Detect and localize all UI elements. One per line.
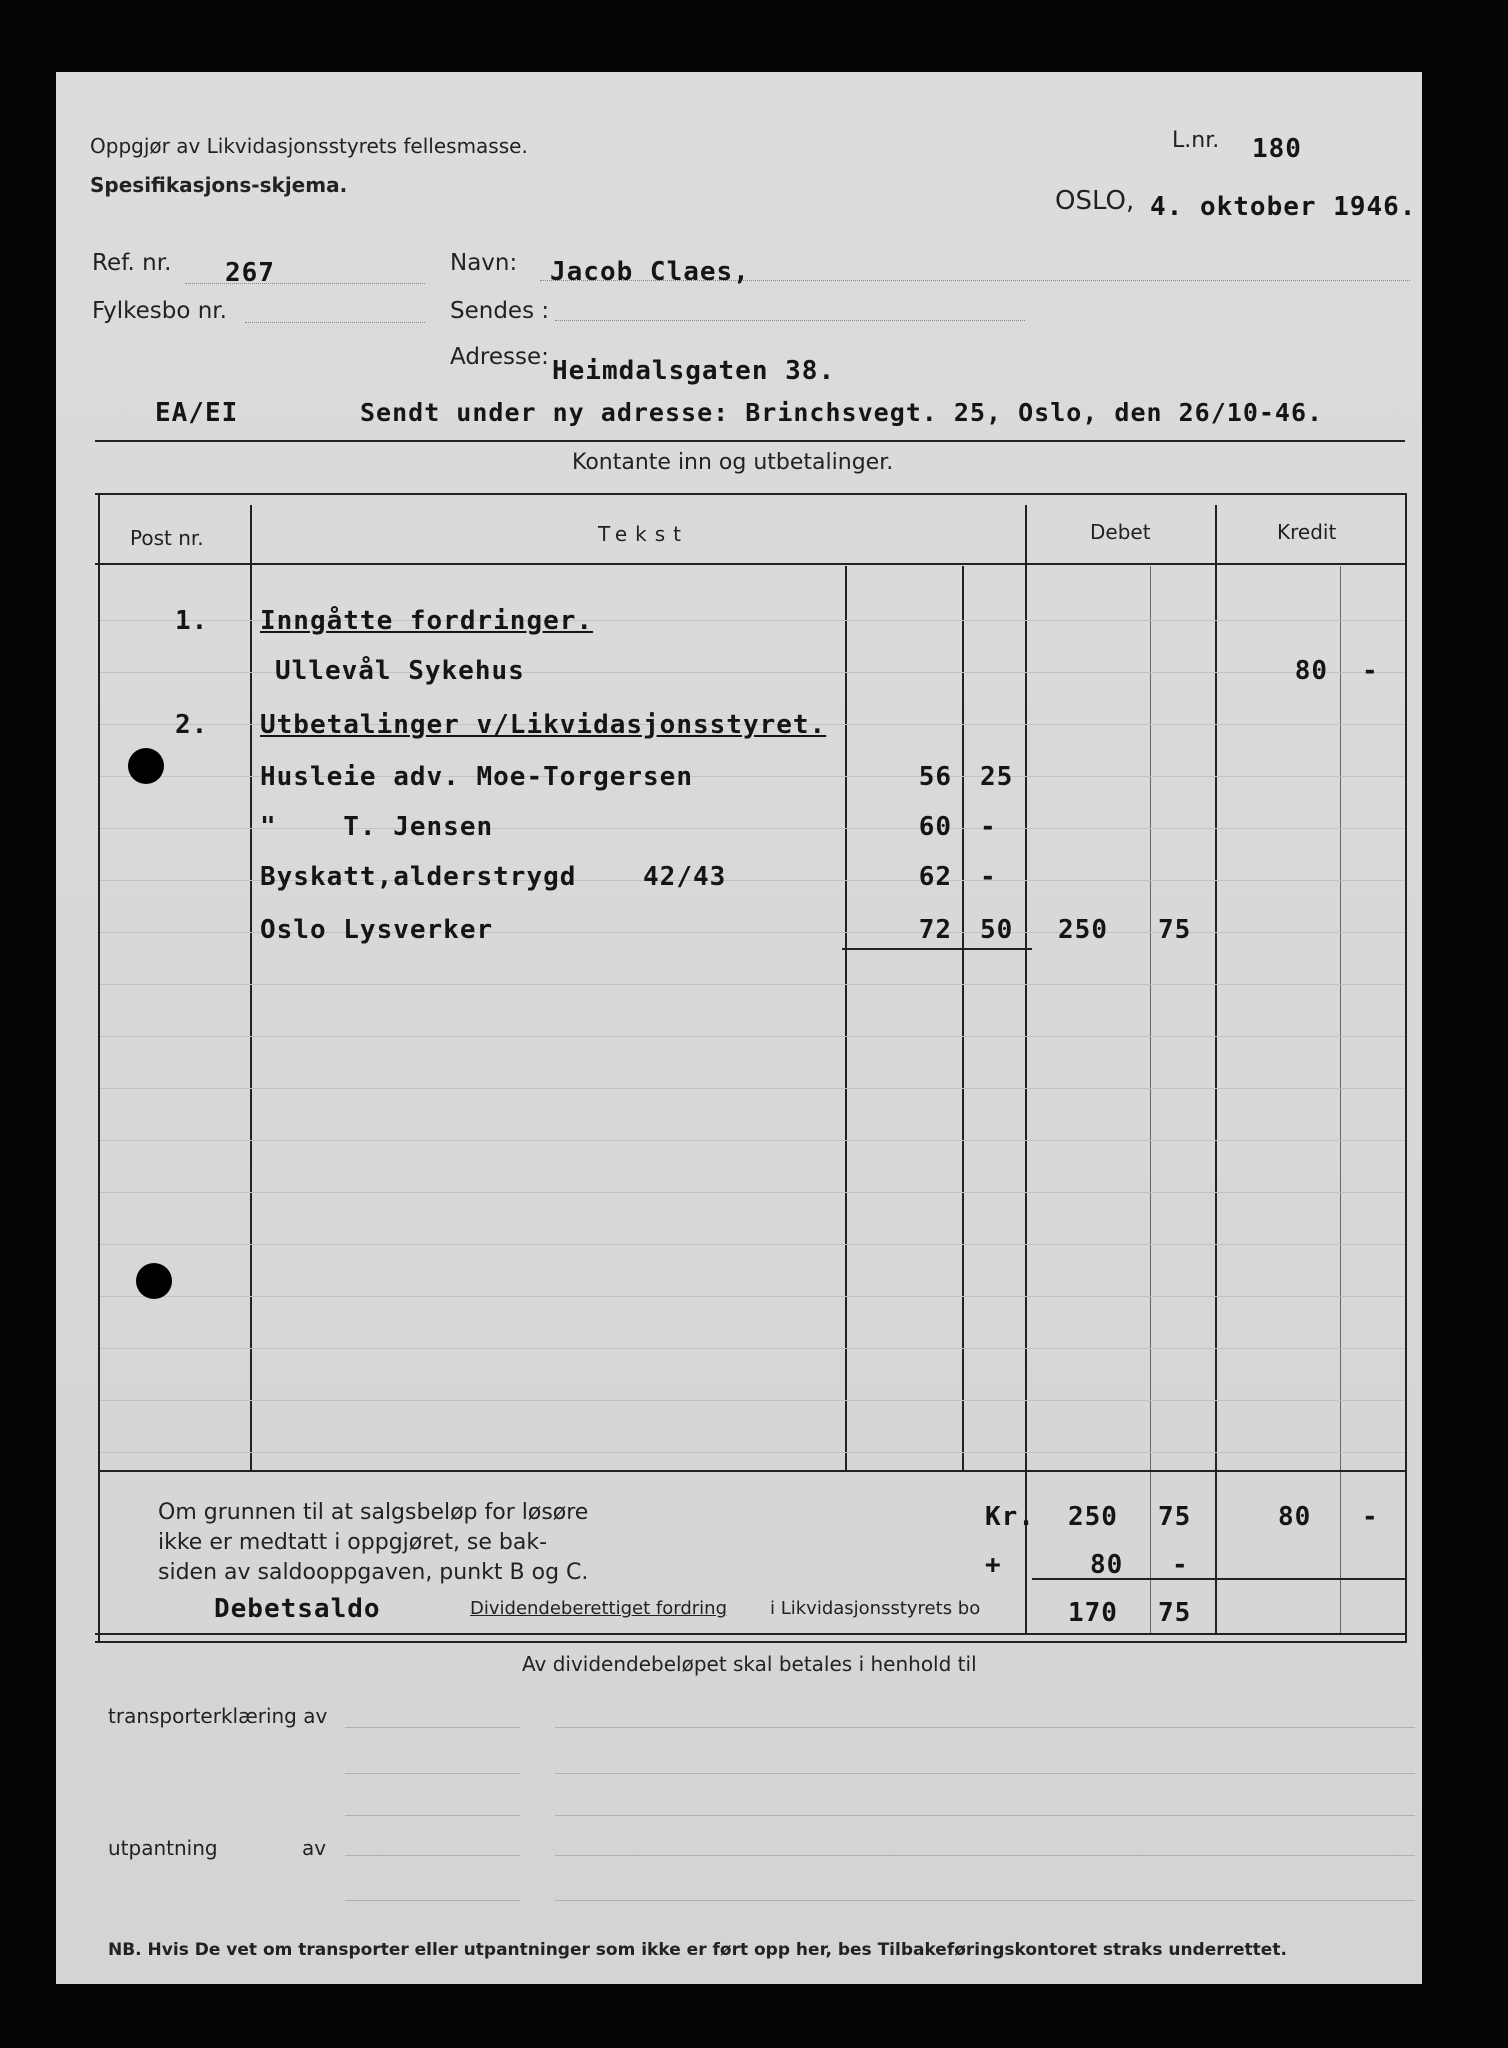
kredit-ore-cell: - [1362, 656, 1379, 686]
saldo-divider [1032, 1578, 1407, 1580]
tekst-cell: Oslo Lysverker [260, 915, 494, 945]
transport-line-3a [345, 1815, 520, 1816]
section-title: Kontante inn og utbetalinger. [572, 450, 894, 475]
sub-ore-cell: - [980, 862, 997, 892]
fylkesbo-label: Fylkesbo nr. [92, 298, 227, 324]
post-nr-cell: 1. [175, 606, 209, 636]
sub-kr-cell: 72 [918, 915, 952, 945]
table-ruled-line [100, 1140, 1405, 1141]
table-ruled-line [100, 1036, 1405, 1037]
table-ruled-line [100, 1088, 1405, 1089]
kr-label: Kr. [985, 1502, 1035, 1532]
initials: EA/EI [155, 398, 239, 428]
form-subtitle: Spesifikasjons-skjema. [90, 173, 348, 197]
dividend-text-a: Dividendeberettiget fordring [470, 1598, 727, 1619]
fylkesbo-dotline [245, 322, 425, 323]
ref-dotline [185, 283, 425, 284]
table-ruled-line [100, 984, 1405, 985]
table-top-border [95, 493, 1407, 495]
navn-label: Navn: [450, 250, 518, 276]
table-ruled-line [100, 1244, 1405, 1245]
col-divider-post [250, 505, 252, 1470]
plus-ore: - [1172, 1550, 1189, 1580]
table-ruled-line [100, 1348, 1405, 1349]
utpantning-line-1a [345, 1855, 520, 1856]
sendes-dotline [555, 320, 1025, 321]
transport-line-2b [555, 1773, 1415, 1774]
table-ruled-line [100, 1296, 1405, 1297]
separator-line [95, 440, 1405, 442]
form-title: Oppgjør av Likvidasjonsstyrets fellesmasse. [90, 134, 528, 158]
dividend-note: Av dividendebeløpet skal betales i henhold til [522, 1652, 977, 1676]
lnr-value: 180 [1252, 134, 1302, 164]
utpantning-line-1b [555, 1855, 1415, 1856]
tekst-cell: Inngåtte fordringer. [260, 606, 594, 636]
utpantning-line-2a [345, 1900, 520, 1901]
debet-kr-cell: 250 [1058, 915, 1108, 945]
header-post-nr: Post nr. [130, 526, 204, 550]
ref-label: Ref. nr. [92, 250, 172, 276]
form-date: 4. oktober 1946. [1150, 192, 1417, 222]
debetsaldo-label: Debetsaldo [214, 1594, 381, 1624]
footer-top-border [98, 1470, 1407, 1472]
table-ruled-line [100, 1452, 1405, 1453]
col-divider-tekst [1025, 505, 1027, 1633]
navn-value: Jacob Claes, [550, 257, 750, 287]
sub-ore-cell: 25 [980, 762, 1014, 792]
table-header-border [95, 563, 1407, 565]
total-kredit-ore: - [1362, 1502, 1379, 1532]
transport-line-1a [345, 1727, 520, 1728]
footer-note-line1: Om grunnen til at salgsbeløp for løsøre [158, 1500, 589, 1525]
transport-line-1b [555, 1727, 1415, 1728]
plus-label: + [985, 1550, 1002, 1580]
table-bottom-border [95, 1633, 1407, 1635]
header-debet: Debet [1090, 520, 1151, 544]
utpantning-av-label: av [302, 1836, 327, 1860]
footer-note-line3: siden av saldooppgaven, punkt B og C. [158, 1560, 589, 1585]
sub-kr-cell: 62 [918, 862, 952, 892]
adresse-label: Adresse: [450, 344, 549, 370]
col-divider-sub-kr [845, 566, 847, 1470]
plus-kr: 80 [1090, 1550, 1124, 1580]
col-divider-sub-ore [962, 566, 964, 1470]
kredit-kr-cell: 80 [1294, 656, 1328, 686]
utpantning-label: utpantning [108, 1836, 218, 1860]
utpantning-line-2b [555, 1900, 1415, 1901]
col-divider-debet [1215, 505, 1217, 1633]
punch-hole-top [128, 748, 164, 784]
transport-line-3b [555, 1815, 1415, 1816]
debet-ore-cell: 75 [1158, 915, 1192, 945]
tekst-cell: Utbetalinger v/Likvidasjonsstyret. [260, 710, 827, 740]
place-label: OSLO, [1055, 186, 1135, 216]
tekst-cell: Byskatt,alderstrygd 42/43 [260, 862, 727, 892]
readdress-note: Sendt under ny adresse: Brinchsvegt. 25, Oslo, den 26/10-46. [360, 398, 1324, 427]
header-tekst: Tekst [598, 522, 689, 546]
footer-note-line2: ikke er medtatt i oppgjøret, se bak- [158, 1530, 548, 1555]
total-debet-ore: 75 [1158, 1502, 1192, 1532]
saldo-kr: 170 [1068, 1598, 1118, 1628]
sub-ore-cell: 50 [980, 915, 1014, 945]
tekst-cell: " T. Jensen [260, 812, 494, 842]
sub-ore-cell: - [980, 812, 997, 842]
header-kredit: Kredit [1277, 520, 1337, 544]
table-ruled-line [100, 1400, 1405, 1401]
sendes-label: Sendes : [450, 298, 550, 324]
total-debet-kr: 250 [1068, 1502, 1118, 1532]
table-bottom-border-double [95, 1641, 1407, 1643]
punch-hole-bottom [136, 1263, 172, 1299]
table-ruled-line [100, 1192, 1405, 1193]
transport-label: transporterklæring av [108, 1704, 328, 1728]
post-nr-cell: 2. [175, 710, 209, 740]
total-kredit-kr: 80 [1278, 1502, 1312, 1532]
ref-value: 267 [225, 258, 275, 288]
adresse-value: Heimdalsgaten 38. [552, 356, 836, 386]
sub-kr-cell: 56 [918, 762, 952, 792]
saldo-ore: 75 [1158, 1598, 1192, 1628]
transport-line-2a [345, 1773, 520, 1774]
lnr-label: L.nr. [1172, 128, 1220, 153]
nb-note: NB. Hvis De vet om transporter eller utpantninger som ikke er ført opp her, bes Tilbakeføringskontoret straks underrettet. [108, 1940, 1287, 1960]
col-divider-debet-ore [1150, 566, 1151, 1633]
col-divider-kredit-ore [1340, 566, 1341, 1633]
subtotal-underline [842, 948, 1032, 950]
tekst-cell: Ullevål Sykehus [275, 656, 525, 686]
sub-kr-cell: 60 [918, 812, 952, 842]
tekst-cell: Husleie adv. Moe-Torgersen [260, 762, 693, 792]
dividend-text-b: i Likvidasjonsstyrets bo [770, 1598, 981, 1619]
